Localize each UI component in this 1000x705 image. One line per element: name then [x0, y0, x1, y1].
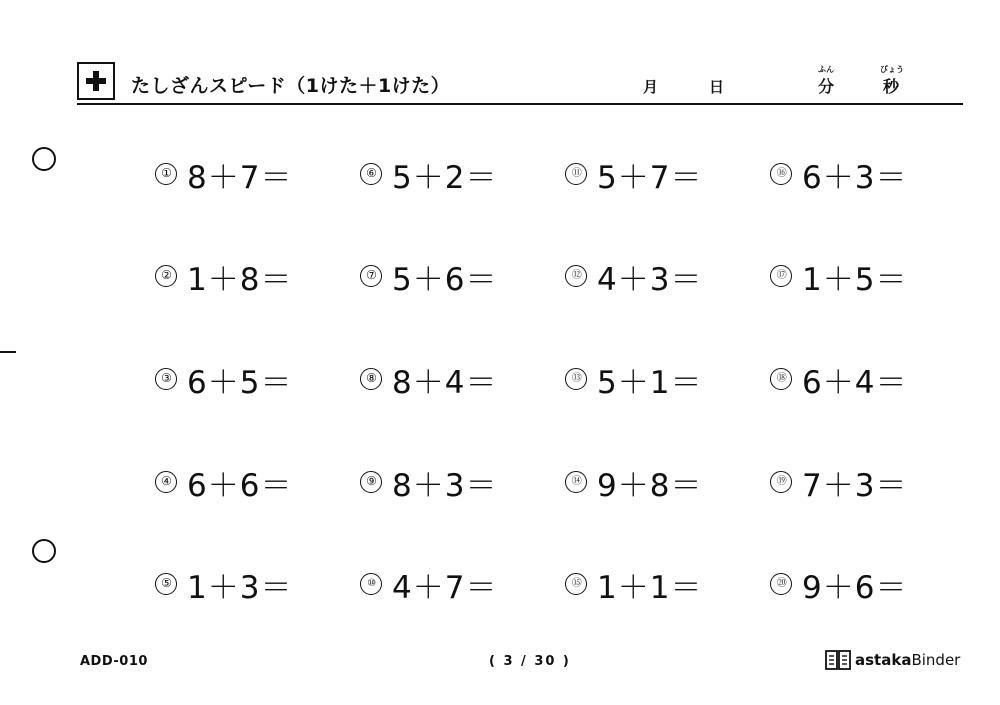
problem-expression: 5＋1＝ — [597, 364, 703, 401]
day-label: 日 — [709, 78, 725, 96]
brand-logo — [825, 649, 960, 671]
problem-number: ⑯ — [770, 163, 792, 185]
brand-name-light: Binder — [911, 651, 961, 669]
problem-number: ⑦ — [360, 265, 382, 287]
punch-hole-top — [32, 147, 56, 171]
problem-item — [565, 256, 702, 296]
problem-number: ⑧ — [360, 368, 382, 390]
problem-number: ⑨ — [360, 471, 382, 493]
problem-item — [565, 564, 702, 604]
problem-expression: 1＋1＝ — [597, 569, 703, 606]
problem-number: ⑰ — [770, 265, 792, 287]
problem-item — [155, 462, 292, 502]
problem-expression: 1＋5＝ — [802, 261, 908, 298]
problem-item — [360, 564, 497, 604]
problem-expression: 8＋7＝ — [187, 159, 293, 196]
month-label: 月 — [643, 78, 659, 96]
plus-icon — [77, 62, 115, 100]
problem-expression: 5＋7＝ — [597, 159, 703, 196]
second-label: 秒 — [883, 77, 900, 96]
problem-item — [770, 256, 907, 296]
problem-expression: 5＋6＝ — [392, 261, 498, 298]
second-ruby: びょう — [880, 65, 904, 74]
problem-item — [770, 154, 907, 194]
problem-expression: 9＋6＝ — [802, 569, 908, 606]
problem-number: ⑭ — [565, 471, 587, 493]
problem-item — [155, 564, 292, 604]
problem-item — [770, 359, 907, 399]
problem-expression: 1＋3＝ — [187, 569, 293, 606]
problem-number: ⑲ — [770, 471, 792, 493]
problem-item — [155, 154, 292, 194]
problem-number: ④ — [155, 471, 177, 493]
problem-expression: 6＋4＝ — [802, 364, 908, 401]
problem-number: ⑩ — [360, 573, 382, 595]
problem-expression: 8＋4＝ — [392, 364, 498, 401]
worksheet-code: ADD-010 — [80, 654, 148, 669]
minute-label: 分 — [818, 77, 835, 96]
worksheet-title: たしざんスピード（1けた＋1けた） — [131, 75, 451, 97]
problem-expression: 6＋5＝ — [187, 364, 293, 401]
problem-expression: 8＋3＝ — [392, 467, 498, 504]
problem-expression: 6＋3＝ — [802, 159, 908, 196]
problem-item — [360, 256, 497, 296]
problem-number: ① — [155, 163, 177, 185]
problem-number: ③ — [155, 368, 177, 390]
problem-number: ⑤ — [155, 573, 177, 595]
fold-mark — [0, 351, 16, 353]
problem-number: ⑳ — [770, 573, 792, 595]
problem-number: ⑪ — [565, 163, 587, 185]
binder-book-icon — [825, 649, 851, 671]
problem-item — [565, 154, 702, 194]
problem-expression: 5＋2＝ — [392, 159, 498, 196]
punch-hole-bottom — [32, 539, 56, 563]
problem-item — [155, 359, 292, 399]
problem-expression: 4＋7＝ — [392, 569, 498, 606]
problem-item — [770, 564, 907, 604]
problem-expression: 9＋8＝ — [597, 467, 703, 504]
problem-number: ⑫ — [565, 265, 587, 287]
problem-item — [360, 462, 497, 502]
page-indicator: ( 3 / 30 ) — [489, 654, 571, 669]
problem-number: ⑬ — [565, 368, 587, 390]
problem-number: ⑥ — [360, 163, 382, 185]
problem-item — [155, 256, 292, 296]
problem-item — [565, 462, 702, 502]
minute-ruby: ふん — [818, 65, 834, 74]
problem-item — [770, 462, 907, 502]
problem-number: ⑮ — [565, 573, 587, 595]
problem-expression: 1＋8＝ — [187, 261, 293, 298]
problem-item — [565, 359, 702, 399]
worksheet-header — [77, 60, 963, 105]
problem-expression: 6＋6＝ — [187, 467, 293, 504]
brand-name-bold: astaka — [855, 651, 912, 669]
problem-item — [360, 154, 497, 194]
problem-number: ② — [155, 265, 177, 287]
problem-number: ⑱ — [770, 368, 792, 390]
problem-item — [360, 359, 497, 399]
problem-expression: 4＋3＝ — [597, 261, 703, 298]
problem-expression: 7＋3＝ — [802, 467, 908, 504]
